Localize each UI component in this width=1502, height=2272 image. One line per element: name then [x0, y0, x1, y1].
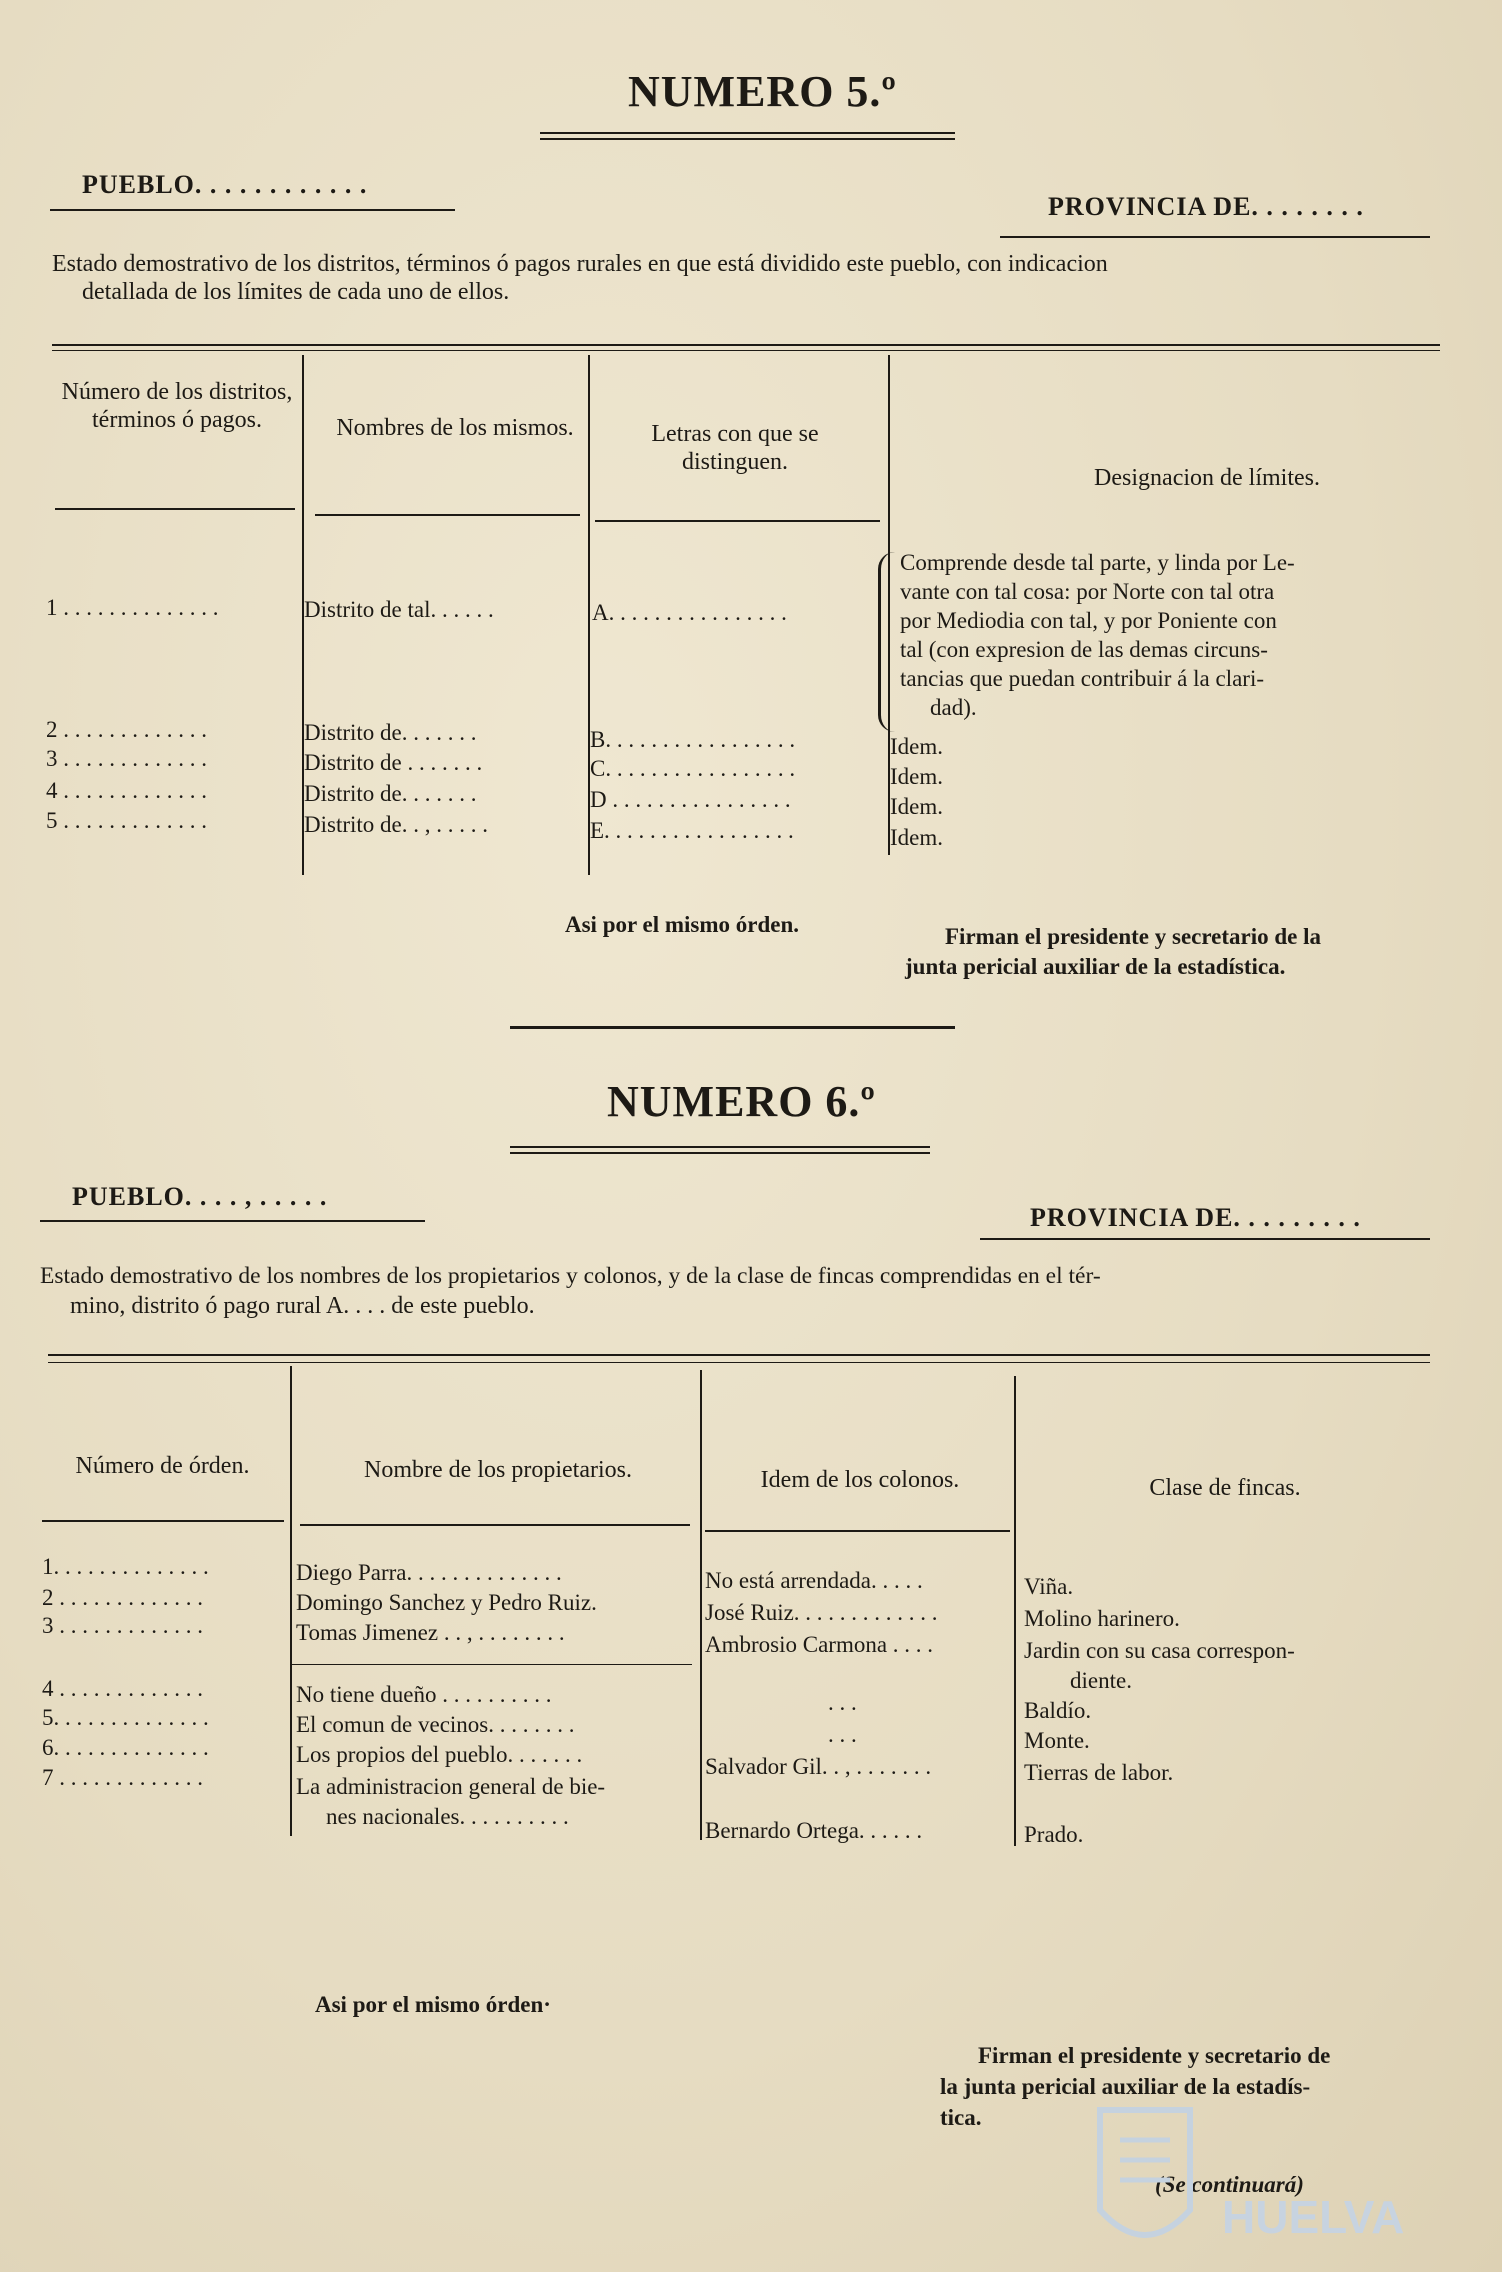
- header-rule: [42, 1520, 284, 1522]
- description-cont: detallada de los límites de cada uno de ellos.: [82, 279, 510, 305]
- header-rule: [705, 1530, 1010, 1532]
- row-owner: Los propios del pueblo. . . . . . .: [296, 1742, 583, 1767]
- header-letras: Letras con que se distinguen.: [651, 421, 819, 475]
- row-clase: Jardin con su casa correspon-: [1024, 1638, 1295, 1663]
- watermark: HUELVA: [1222, 2191, 1405, 2243]
- firman-text: [905, 922, 1321, 982]
- se-continuara: (Se continuará): [1155, 2172, 1304, 2197]
- header-propietarios: Nombre de los propietarios.: [364, 1457, 632, 1483]
- divider: [980, 1238, 1430, 1240]
- row-letter: B. . . . . . . . . . . . . . . . .: [590, 727, 796, 752]
- row-name: Distrito de. . , . . . . .: [304, 812, 488, 837]
- row-num: 2 . . . . . . . . . . . . .: [42, 1585, 203, 1610]
- table-top-rule: [48, 1354, 1430, 1356]
- row-num: 1. . . . . . . . . . . . . .: [42, 1554, 209, 1579]
- pueblo-label: PUEBLO. . . . , . . . . .: [72, 1182, 328, 1211]
- header-numero-orden: Número de órden.: [75, 1453, 250, 1479]
- column-rule: [290, 1366, 292, 1836]
- table-top-rule: [52, 344, 1440, 346]
- row-letter: E. . . . . . . . . . . . . . . . .: [590, 818, 794, 843]
- row-clase: Prado.: [1024, 1822, 1084, 1847]
- row-owner: Domingo Sanchez y Pedro Ruiz.: [296, 1590, 597, 1615]
- row-colono: José Ruiz. . . . . . . . . . . . .: [705, 1600, 938, 1625]
- description: Estado demostrativo de los nombres de los propietarios y colonos, y de la clase de fincas comprendidas en el tér-: [40, 1263, 1101, 1289]
- provincia-label: PROVINCIA DE. . . . . . . .: [1048, 192, 1364, 221]
- header-numero: Número de los distritos, términos ó pagos.: [61, 379, 293, 433]
- row-letter: D . . . . . . . . . . . . . . . .: [590, 787, 791, 812]
- row-limits: Idem.: [890, 764, 944, 789]
- header-rule: [595, 520, 880, 522]
- limits-line: dad).: [930, 695, 977, 720]
- row-owner-cont: nes nacionales. . . . . . . . . .: [326, 1804, 569, 1829]
- header-nombres: Nombres de los mismos.: [336, 415, 574, 441]
- column-rule: [700, 1370, 702, 1840]
- title-rule: [540, 132, 955, 140]
- row-owner: La administracion general de bie-: [296, 1774, 606, 1799]
- row-owner: Diego Parra. . . . . . . . . . . . . .: [296, 1560, 562, 1585]
- divider: [50, 209, 455, 211]
- row-clase: Monte.: [1024, 1728, 1090, 1753]
- header-limites: Designacion de límites.: [1094, 465, 1320, 491]
- row-divider: [292, 1664, 692, 1665]
- row-clase: Molino harinero.: [1024, 1606, 1180, 1631]
- row-owner: No tiene dueño . . . . . . . . . .: [296, 1682, 552, 1707]
- numero-6-title: NUMERO 6.º: [607, 1077, 876, 1126]
- row-limits: Idem.: [890, 734, 944, 759]
- row-letter: A. . . . . . . . . . . . . . . .: [592, 600, 787, 625]
- brace: [878, 552, 895, 732]
- row-name: Distrito de. . . . . . .: [304, 720, 477, 745]
- description: Estado demostrativo de los distritos, términos ó pagos rurales en que está dividido este pueblo, con indicacion: [52, 251, 1108, 277]
- firman-line: Firman el presidente y secretario de la: [945, 924, 1322, 949]
- numero-5-title: NUMERO 5.º: [628, 67, 897, 116]
- row-colono: Ambrosio Carmona . . . .: [705, 1632, 934, 1657]
- divider: [40, 1220, 425, 1222]
- limits-line: tancias que puedan contribuir á la clari-: [900, 666, 1265, 691]
- row-colono: Bernardo Ortega. . . . . .: [705, 1818, 923, 1843]
- pueblo-label: PUEBLO. . . . . . . . . . . .: [82, 170, 368, 199]
- limits-line: por Mediodia con tal, y por Poniente con: [900, 608, 1277, 633]
- row-name: Distrito de tal. . . . . .: [304, 597, 494, 622]
- row-name: Distrito de . . . . . . .: [304, 750, 483, 775]
- column-rule: [1014, 1376, 1016, 1846]
- header-colonos: Idem de los colonos.: [760, 1467, 960, 1493]
- row-num: 2 . . . . . . . . . . . . .: [46, 717, 207, 742]
- section-divider: [510, 1026, 955, 1029]
- row-colono: No está arrendada. . . . .: [705, 1568, 923, 1593]
- table-top-rule: [48, 1362, 1430, 1363]
- description-cont: mino, distrito ó pago rural A. . . . de este pueblo.: [70, 1293, 535, 1319]
- row-clase: Viña.: [1024, 1574, 1074, 1599]
- row-clase: Tierras de labor.: [1024, 1760, 1174, 1785]
- asi-por-el-mismo-orden: Asi por el mismo órden.: [565, 912, 800, 937]
- limits-line: Comprende desde tal parte, y linda por Le-: [900, 550, 1295, 575]
- row-name: Distrito de. . . . . . .: [304, 781, 477, 806]
- row-colono: Salvador Gil. . , . . . . . . .: [705, 1754, 932, 1779]
- row-num: 5 . . . . . . . . . . . . .: [46, 808, 207, 833]
- row-owner: Tomas Jimenez . . , . . . . . . . .: [296, 1620, 565, 1645]
- row-letter: C. . . . . . . . . . . . . . . . .: [590, 756, 796, 781]
- row-colono: . . .: [828, 1690, 857, 1715]
- row-num: 3 . . . . . . . . . . . . .: [46, 746, 207, 771]
- row-num: 3 . . . . . . . . . . . . .: [42, 1613, 203, 1638]
- header-rule: [315, 514, 580, 516]
- asi-por-el-mismo-orden: Asi por el mismo órden·: [315, 1992, 551, 2017]
- provincia-label: PROVINCIA DE. . . . . . . . .: [1030, 1203, 1361, 1232]
- row-num: 7 . . . . . . . . . . . . .: [42, 1765, 203, 1790]
- archive-seal-icon: [1090, 2100, 1200, 2260]
- row-num: 4 . . . . . . . . . . . . .: [42, 1676, 203, 1701]
- table-top-rule: [52, 350, 1440, 351]
- firman-line: junta pericial auxiliar de la estadística.: [905, 954, 1286, 979]
- row-limits: [900, 548, 1295, 722]
- row-limits: Idem.: [890, 794, 944, 819]
- row-num: 4 . . . . . . . . . . . . .: [46, 778, 207, 803]
- title-rule: [510, 1146, 930, 1154]
- divider: [1000, 236, 1430, 238]
- row-num: 5. . . . . . . . . . . . . .: [42, 1705, 209, 1730]
- row-num: 6. . . . . . . . . . . . . .: [42, 1735, 209, 1760]
- firman-line: tica.: [940, 2105, 982, 2130]
- limits-line: vante con tal cosa: por Norte con tal otra: [900, 579, 1275, 604]
- header-rule: [300, 1524, 690, 1526]
- row-limits: Idem.: [890, 825, 944, 850]
- row-clase: Baldío.: [1024, 1698, 1092, 1723]
- firman-line: Firman el presidente y secretario de: [978, 2043, 1331, 2068]
- row-colono: . . .: [828, 1722, 857, 1747]
- firman-line: la junta pericial auxiliar de la estadís-: [940, 2074, 1311, 2099]
- header-clase-fincas: Clase de fincas.: [1149, 1475, 1301, 1501]
- row-clase-cont: diente.: [1070, 1668, 1132, 1693]
- row-owner: El comun de vecinos. . . . . . . .: [296, 1712, 575, 1737]
- header-rule: [55, 508, 295, 510]
- row-num: 1 . . . . . . . . . . . . . .: [46, 595, 219, 620]
- limits-line: tal (con expresion de las demas circuns-: [900, 637, 1268, 662]
